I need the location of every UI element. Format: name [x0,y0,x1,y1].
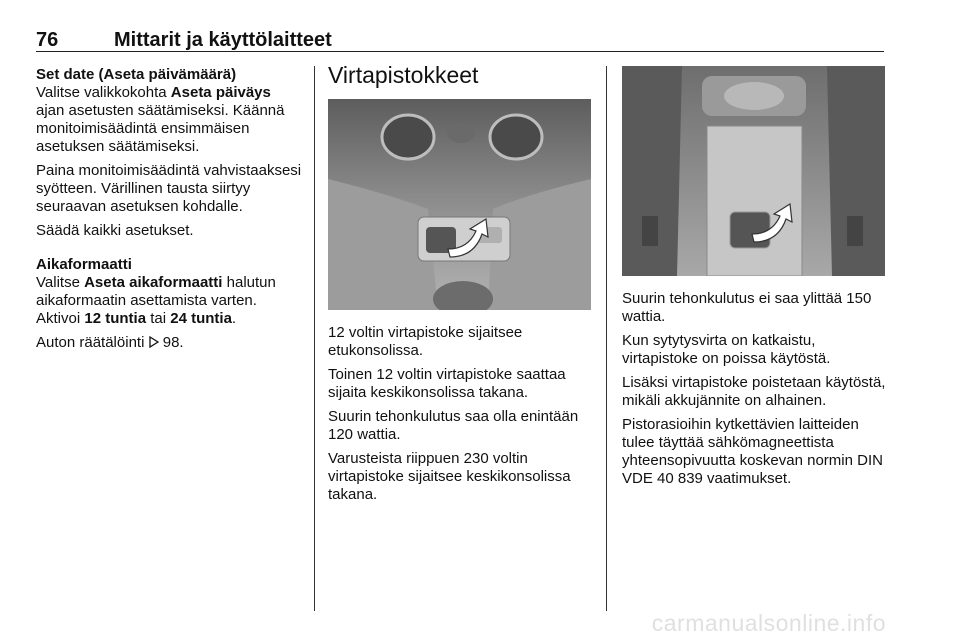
page-ref-arrow-icon [149,336,159,348]
paragraph-rear-socket: Toinen 12 voltin virtapistoke saattaa sijaita keskikonsolissa takana. [328,366,566,401]
rear-socket-photo [622,66,885,276]
paragraph-230v-socket: Varusteista riippuen 230 voltin virtapistoke sijaitsee keskikonsolissa takana. [328,450,571,503]
time-format-paragraph [36,274,302,328]
rear-console-illustration [622,66,885,276]
reference-text: Auton räätälöinti [36,334,145,351]
page-number: 76 [36,29,59,51]
section-title: Virtapistokkeet [328,62,479,88]
option-24h: 24 tuntia [170,310,232,327]
text-run: tai [146,310,171,327]
option-12h: 12 tuntia [84,310,147,327]
column-right [622,290,888,494]
paragraph-low-battery: Lisäksi virtapistoke poistetaan käytöstä, mikäli akkujännite on alhainen. [622,374,886,409]
paragraph-ignition-off: Kun sytytysvirta on katkaistu, virtapistoke on poissa käytöstä. [622,332,831,367]
set-date-heading: Set date (Aseta päivämäärä) [36,66,237,83]
column-divider [606,66,607,611]
page-header [36,29,884,52]
page-title: Mittarit ja käyttölaitteet [114,29,332,51]
text-run: . [231,310,237,327]
paragraph-max-power: Suurin tehonkulutus saa olla enintään 120 wattia. [328,408,579,443]
text-run: Valitse [36,274,85,291]
text-run: ajan asetusten säätämiseksi. Käännä monitoimisäädintä ensimmäisen asetuksen säätämiseksi. [36,102,285,155]
menu-item-name: Aseta aikaformaatti [84,274,223,291]
time-format-heading: Aikaformaatti [36,256,132,273]
column-middle-text [328,324,596,510]
column-left [36,66,302,358]
paragraph-front-socket: 12 voltin virtapistoke sijaitsee etukonsolissa. [328,324,523,359]
front-socket-photo [328,99,591,310]
set-date-paragraph-3: Säädä kaikki asetukset. [36,222,194,239]
set-date-paragraph-2: Paina monitoimisäädintä vahvistaaksesi syötteen. Värillinen tausta siirtyy seuraavan asetuksen kohdalle. [36,162,302,215]
column-divider [314,66,315,611]
set-date-paragraph-1 [36,84,302,156]
text-run: halutun aikaformaatin asettamista varten. Aktivoi [36,274,276,327]
cross-reference [36,334,302,352]
menu-item-name: Aseta päiväys [170,84,271,101]
column-middle [328,62,596,88]
front-console-illustration [328,99,591,310]
paragraph-emc-standard: Pistorasioihin kytkettävien laitteiden tulee täyttää sähkömagneettista yhteensopivuutta koskevan normin DIN VDE 40 839 vaatimukset. [622,416,883,487]
text-run: Valitse valikkokohta [36,84,171,101]
reference-page[interactable]: 98. [162,334,184,351]
paragraph-max-power-150: Suurin tehonkulutus ei saa ylittää 150 wattia. [622,290,872,325]
watermark: carmanualsonline.info [651,610,886,636]
